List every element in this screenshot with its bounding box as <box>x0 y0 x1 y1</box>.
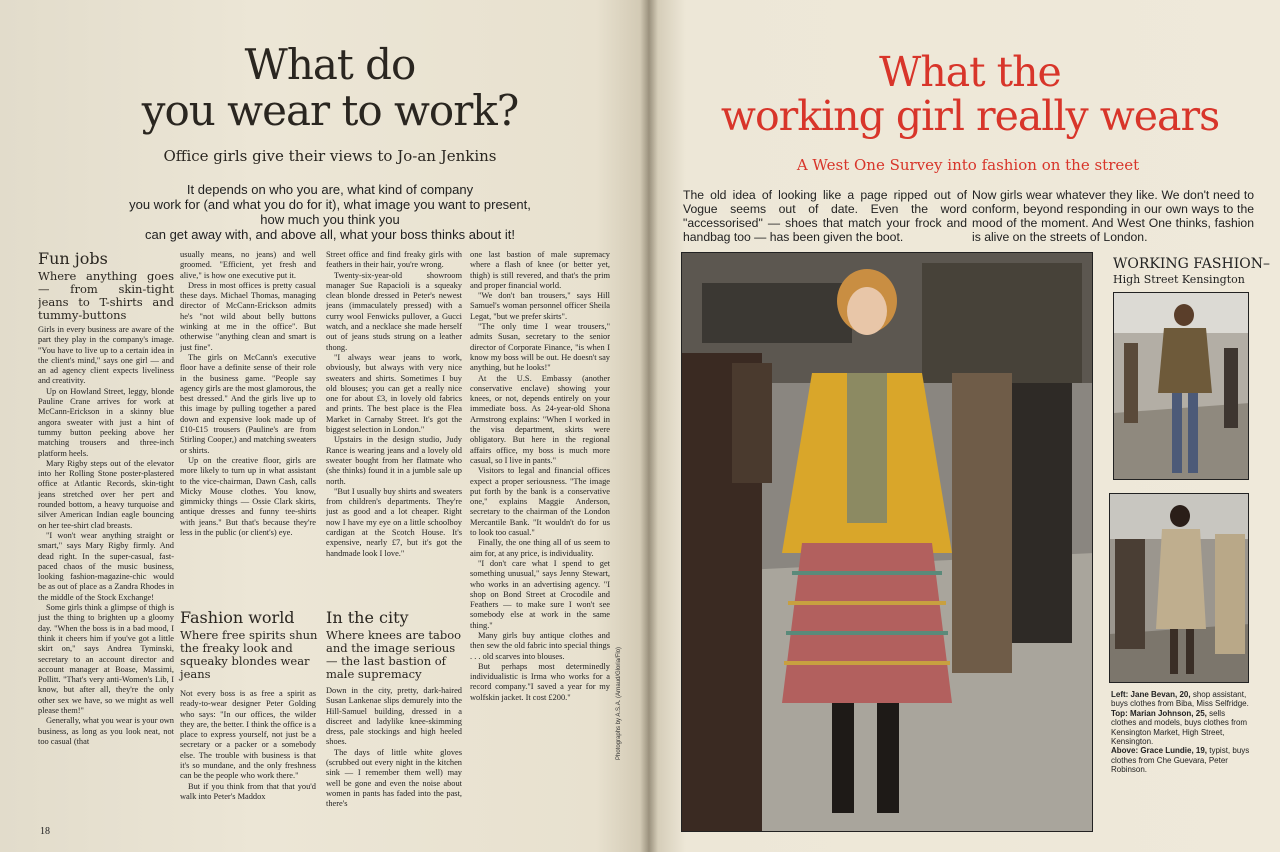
paragraph: Visitors to legal and financial offices expect a proper seriousness. "The image put forth by the bank is a conservative one," explains Maggie Anderson, secretary to the chairman of the London Mercantile Bank. "It wouldn't do for us to look too casual." <box>470 466 610 538</box>
caption-label: Above: Grace Lundie, 19, <box>1111 746 1208 756</box>
caption-left <box>1111 690 1251 709</box>
paragraph: Many girls buy antique clothes and then sew the old fabric into special things . . . old scarves into blouses. <box>470 630 610 661</box>
intro-line: can get away with, and above all, what your boss thinks about it! <box>145 227 515 242</box>
paragraph: Generally, what you wear is your own business, as long as you look neat, not too casual (that <box>38 716 174 746</box>
paragraph: "The only time I wear trousers," admits Susan, secretary to the senior director of Corporate Finance, "is when I know my boss will be out. He doesn't say anything, but he looks!" <box>470 322 610 373</box>
photo-captions <box>1111 690 1251 775</box>
main-headline <box>90 42 570 134</box>
right-headline-line-1: What the <box>879 48 1061 96</box>
top-street-photo <box>1113 292 1249 480</box>
caption-label: Top: Marian Johnson, 25, <box>1111 708 1207 718</box>
paragraph: Girls in every business are aware of the part they play in the company's image. "You have to live up to a certain idea in the client's mind," says one girl — and an ad agency client expects liveliness and creativity. <box>38 325 174 386</box>
intro-line: how much you think you <box>260 212 400 227</box>
paragraph: "I won't wear anything straight or smart," says Mary Rigby firmly. And dead right. In the super-casual, fast-paced chaos of the music business, looking fashion-magazine-chic would be as out of place as a Zandra Rhodes in the middle of the Stock Exchange! <box>38 530 174 602</box>
section-deck-in-the-city: Where knees are taboo and the image serious — the last bastion of male supremacy <box>326 628 462 681</box>
photo-illustration <box>1110 494 1249 683</box>
section-deck-fashion-world: Where free spirits shun the freaky look and squeaky blondes wear jeans <box>180 628 318 681</box>
right-subhead: A West One Survey into fashion on the street <box>796 156 1140 174</box>
photo-illustration <box>1114 293 1249 480</box>
paragraph: Twenty-six-year-old showroom manager Sue Rapacioli is a squeaky clean blonde dressed in Peter's newest jeans (immaculately pressed) with a curry wool Fenwicks pullover, a Gucci watch, and a necklace she made herself out of jeans studs strung on a leather thong. <box>326 270 462 352</box>
intro-line: you work for (and what you do for it), what image you want to present, <box>129 197 531 212</box>
paragraph: usually means, no jeans) and well groomed. "Efficient, yet fresh and alive," is how one executive put it. <box>180 250 316 280</box>
section-title-fashion-world: Fashion world <box>180 608 295 627</box>
right-headline <box>670 50 1270 138</box>
paragraph: Finally, the one thing all of us seem to aim for, at any price, is individuality. <box>470 538 610 558</box>
section-title-fun-jobs: Fun jobs <box>38 250 108 268</box>
section-fashion-world <box>180 609 320 684</box>
headline-line-2: you wear to work? <box>141 86 519 135</box>
caption-text: typist, buys clothes from Che Guevara, Peter Robinson. <box>1111 746 1250 775</box>
section-in-the-city <box>326 609 466 684</box>
article-column-4 <box>470 250 610 820</box>
paragraph: "I don't care what I spend to get something unusual," says Jenny Stewart, who works in an advertising agency. "I shop on Bond Street at Crocodile and Feathers — to make sure I won't see somebody else at work in the same thing." <box>470 558 610 630</box>
caption-top <box>1111 709 1251 747</box>
article-column-3 <box>326 250 462 605</box>
section-title-in-the-city: In the city <box>326 608 409 627</box>
paragraph: The days of little white gloves (scrubbed out every night in the kitchen sink — I remember them well) may well be gone and even the noise about women in pants has faded into the past, there's <box>326 747 462 809</box>
main-street-photo <box>681 252 1093 832</box>
paragraph: Dress in most offices is pretty casual these days. Michael Thomas, managing director of McCann-Erickson admits he's "not wild about belly buttons winking at me in the office". But otherwise "anything clean and smart is just fine". <box>180 280 316 352</box>
caption-above <box>1111 746 1251 774</box>
right-intro-column-1: The old idea of looking like a page ripped out of Vogue seems out of date. Even the word "accessorised" — shoes that match your frock and handbag too — has been given the boot. <box>683 188 967 244</box>
photo-credit: Photographs by A.S.A. (Arnaud/Gloria/Flo) <box>616 646 622 760</box>
article-column-2-lower <box>180 689 316 824</box>
paragraph: Up on Howland Street, leggy, blonde Pauline Crane arrives for work at McCann-Erickson in a skinny blue angora sweater with just a hint of tummy button peeking above her matching trousers and three-inch platform heels. <box>38 386 174 458</box>
article-column-1 <box>38 250 174 840</box>
caption-label: Left: Jane Bevan, 20, <box>1111 690 1191 699</box>
right-headline-line-2: working girl really wears <box>720 92 1220 140</box>
paragraph: Down in the city, pretty, dark-haired Susan Lankenae slips demurely into the Hill-Samuel building, dressed in a discreet and ladylike knee-skimming dress, pale stockings and high heeled shoes. <box>326 686 462 747</box>
article-column-2 <box>180 250 316 605</box>
paragraph: Up on the creative floor, girls are more likely to turn up in what assistant to the vice-chairman, Dawn Cash, calls Micky Mouse clothes. You know, gimmicky things — Ossie Clark skirts, antique dresses and funny tee-shirts with jeans." But that's because they're less in the public (or client's) eye. <box>180 455 316 538</box>
photo-illustration <box>682 253 1093 832</box>
paragraph: The girls on McCann's executive floor have a definite sense of their role in the business game. "People say agency girls are the most glamorous, the best dressed." And the girls live up to this image by pulling together a pared down and expensive look made up of £10-£15 trousers (Pauline's are from Stirling Cooper,) and matching sweaters or shirts. <box>180 352 316 455</box>
paragraph: "I always wear jeans to work, obviously, but always with very nice sweaters and shirts. Sometimes I buy old blouses; you can get a really nice one for about £3, in lovely old fabrics and prints. The best place is the Flea Market in Carnaby Street. It's got the biggest selection in London." <box>326 352 462 435</box>
caption-text: shop assistant, buys clothes from Biba, Miss Selfridge. <box>1111 690 1249 709</box>
paragraph: Mary Rigby steps out of the elevator into her Rolling Stone poster-plastered office at Atlantic Records, skin-tight jeans stretched over her pert and rounded bottom, a heavy turquoise and silver American Indian eagle bouncing on her tee-shirt clad breasts. <box>38 458 174 530</box>
working-fashion-title: WORKING FASHION– <box>1113 256 1270 272</box>
paragraph: one last bastion of male supremacy where a flash of knee (or better yet, thigh) is still revered, and that's the prim and proper financial world. <box>470 250 610 290</box>
intro-line: It depends on who you are, what kind of company <box>186 182 474 197</box>
paragraph: But if you think from that that you'd walk into Peter's Maddox <box>180 781 316 801</box>
right-page <box>648 0 1280 852</box>
caption-text: sells clothes and models, buys clothes from Kensington Market, High Street, Kensington. <box>1111 708 1248 747</box>
article-column-3-lower <box>326 686 462 826</box>
paragraph: Some girls think a glimpse of thigh is just the thing to brighten up a gloomy day. "When the boss is in a bad mood, I think it cheers him if you've got a little skirt on," says Andrea Tyminski, secretary to an account director and account manager at Boase, Massimi, Pollitt. "That's very anti-Women's Lib, I know, but after all, they're the only other sex we have, so we might as well please them!" <box>38 603 174 715</box>
paragraph: "But I usually buy shirts and sweaters from children's departments. They're just as good and a lot cheaper. Right now I have my eye on a little schoolboy cardigan at the Scotch House. It's expensive, nearly £7, but it's got the handmade look I love." <box>326 486 462 558</box>
page-number: 18 <box>40 826 50 837</box>
paragraph: But perhaps most determinedly individualistic is Irma who works for a record company."I saved a year for my wolfskin jacket. It cost £200." <box>470 661 610 702</box>
right-intro-column-2: Now girls wear whatever they like. We don't need to conform, beyond responding in our own ways to the mood of the moment. And West One thinks, fashion is alive on the streets of London. <box>972 188 1254 244</box>
paragraph: Not every boss is as free a spirit as ready-to-wear designer Peter Golding who says: "In our offices, the wilder they are, the better. I think the office is a place to express yourself, not just be a secretary or a packer or a somebody else. The trouble with business is that it's so mundane, and the only freshness can be the people who work there." <box>180 689 316 781</box>
paragraph: Street office and find freaky girls with feathers in their hair, you're wrong. <box>326 250 462 270</box>
paragraph: Upstairs in the design studio, Judy Rance is wearing jeans and a lovely old sweater bought from her flatmate who (she thinks) found it in a jumble sale up north. <box>326 435 462 486</box>
paragraph: "We don't ban trousers," says Hill Samuel's woman personnel officer Sheila Legat, "but we prefer skirts". <box>470 291 610 321</box>
bottom-street-photo <box>1109 493 1249 683</box>
intro-paragraph <box>40 182 620 242</box>
working-fashion-subtitle: High Street Kensington <box>1113 273 1245 286</box>
page-gutter <box>640 0 658 852</box>
byline-subhead: Office girls give their views to Jo-an Jenkins <box>163 147 497 165</box>
section-deck-fun-jobs: Where anything goes — from skin-tight jeans to T-shirts and tummy-buttons <box>38 269 174 322</box>
paragraph: At the U.S. Embassy (another conservative enclave) showing your knees, or not, depends entirely on your immediate boss. As 24-year-old Shona Armstrong explains: "When I worked in the visa department, skirts were obligatory. But here in the regional affairs office, my boss is much more casual, so I live in pants." <box>470 373 610 465</box>
headline-line-1: What do <box>244 40 416 89</box>
